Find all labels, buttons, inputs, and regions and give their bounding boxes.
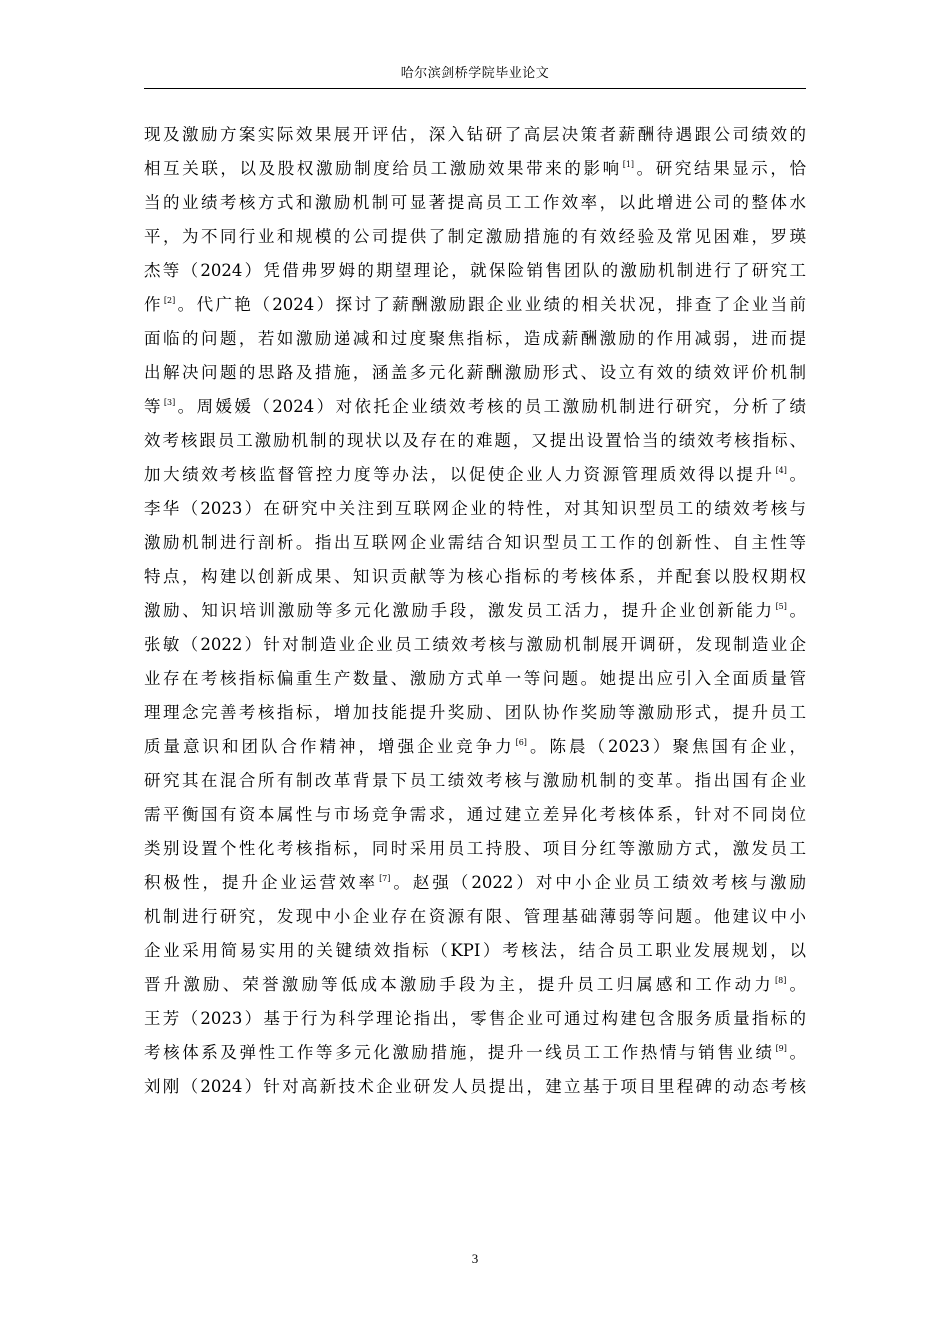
- text-line: [144, 662, 806, 696]
- text-line: [144, 832, 806, 866]
- line-text: 机制进行研究，发现中小企业存在资源有限、管理基础薄弱等问题。他建议中小: [144, 907, 806, 926]
- text-line: [144, 968, 806, 1002]
- line-text: 需平衡国有资本属性与市场竞争需求，通过建立差异化考核体系，针对不同岗位: [144, 805, 806, 824]
- line-text-continued: 。周媛媛（2024）对依托企业绩效考核的员工激励机制进行研究，分析了绩: [175, 397, 806, 416]
- running-header: 哈尔滨剑桥学院毕业论文: [400, 66, 550, 81]
- line-text-continued: 。: [786, 465, 807, 484]
- line-text: 作: [144, 295, 163, 314]
- line-text-continued: 。代广艳（2024）探讨了薪酬激励跟企业业绩的相关状况，排查了企业当前: [175, 295, 806, 314]
- text-line: [144, 798, 806, 832]
- line-text: 现及激励方案实际效果展开评估，深入钻研了高层决策者薪酬待遇跟公司绩效的: [144, 125, 806, 144]
- text-line: [144, 594, 806, 628]
- line-text: 李华（2023）在研究中关注到互联网企业的特性，对其知识型员工的绩效考核与: [144, 499, 806, 518]
- line-text: 王芳（2023）基于行为科学理论指出，零售企业可通过构建包含服务质量指标的: [144, 1009, 806, 1028]
- body-paragraph: [144, 118, 806, 1104]
- text-line: [144, 390, 806, 424]
- line-text: 特点，构建以创新成果、知识贡献等为核心指标的考核体系，并配套以股权期权: [144, 567, 806, 586]
- citation-marker: [5]: [775, 602, 787, 611]
- line-text: 业存在考核指标偏重生产数量、激励方式单一等问题。她提出应引入全面质量管: [144, 669, 806, 688]
- text-line: [144, 628, 806, 662]
- line-text-continued: 。研究结果显示，恰: [634, 159, 807, 178]
- line-text: 杰等（2024）凭借弗罗姆的期望理论，就保险销售团队的激励机制进行了研究工: [144, 261, 806, 280]
- line-text-continued: 。: [786, 1043, 807, 1062]
- page-number: 3: [471, 1251, 479, 1266]
- line-text: 理理念完善考核指标，增加技能提升奖励、团队协作奖励等激励形式，提升员工: [144, 703, 806, 722]
- text-line: [144, 1070, 806, 1104]
- line-text-continued: 。: [786, 975, 807, 994]
- line-text: 效考核跟员工激励机制的现状以及存在的难题，又提出设置恰当的绩效考核指标、: [144, 431, 806, 450]
- line-text: 积极性，提升企业运营效率: [144, 873, 379, 892]
- text-line: [144, 764, 806, 798]
- citation-marker: [1]: [622, 160, 635, 169]
- line-text: 等: [144, 397, 163, 416]
- line-text: 研究其在混合所有制改革背景下员工绩效考核与激励机制的变革。指出国有企业: [144, 771, 806, 790]
- citation-marker: [9]: [775, 1044, 787, 1053]
- text-line: [144, 900, 806, 934]
- line-text: 企业采用简易实用的关键绩效指标（KPI）考核法，结合员工职业发展规划，以: [144, 941, 806, 960]
- text-line: [144, 458, 806, 492]
- text-line: [144, 560, 806, 594]
- line-text: 激励、知识培训激励等多元化激励手段，激发员工活力，提升企业创新能力: [144, 601, 775, 620]
- text-line: [144, 254, 806, 288]
- citation-marker: [2]: [163, 296, 176, 305]
- text-line: [144, 288, 806, 322]
- line-text-continued: 。: [786, 601, 807, 620]
- header-rule: [144, 88, 806, 89]
- line-text-continued: 。陈晨（2023）聚焦国有企业，: [526, 737, 806, 756]
- line-text: 面临的问题，若如激励递减和过度聚焦指标，造成薪酬激励的作用减弱，进而提: [144, 329, 806, 348]
- line-text: 平，为不同行业和规模的公司提供了制定激励措施的有效经验及常见困难，罗瑛: [144, 227, 806, 246]
- citation-marker: [8]: [774, 976, 787, 985]
- line-text: 出解决问题的思路及措施，涵盖多元化薪酬激励形式、设立有效的绩效评价机制: [144, 363, 806, 382]
- text-line: [144, 526, 806, 560]
- citation-marker: [3]: [163, 398, 176, 407]
- citation-marker: [6]: [515, 738, 527, 747]
- line-text: 质量意识和团队合作精神，增强企业竞争力: [144, 737, 515, 756]
- text-line: [144, 322, 806, 356]
- line-text: 相互关联，以及股权激励制度给员工激励效果带来的影响: [144, 159, 622, 178]
- line-text-continued: 。赵强（2022）对中小企业员工绩效考核与激励: [390, 873, 806, 892]
- line-text: 加大绩效考核监督管控力度等办法，以促使企业人力资源管理质效得以提升: [144, 465, 775, 484]
- text-line: [144, 424, 806, 458]
- text-line: [144, 1036, 806, 1070]
- text-line: [144, 220, 806, 254]
- text-line: [144, 696, 806, 730]
- line-text: 刘刚（2024）针对高新技术企业研发人员提出，建立基于项目里程碑的动态考核: [144, 1077, 806, 1096]
- text-line: [144, 186, 806, 220]
- line-text: 类别设置个性化考核指标，同时采用员工持股、项目分红等激励方式，激发员工: [144, 839, 806, 858]
- text-line: [144, 356, 806, 390]
- line-text: 考核体系及弹性工作等多元化激励措施，提升一线员工工作热情与销售业绩: [144, 1043, 775, 1062]
- text-line: [144, 730, 806, 764]
- line-text: 晋升激励、荣誉激励等低成本激励手段为主，提升员工归属感和工作动力: [144, 975, 774, 994]
- text-line: [144, 1002, 806, 1036]
- line-text: 激励机制进行剖析。指出互联网企业需结合知识型员工工作的创新性、自主性等: [144, 533, 806, 552]
- citation-marker: [7]: [379, 874, 391, 883]
- text-line: [144, 866, 806, 900]
- text-line: [144, 492, 806, 526]
- text-line: [144, 934, 806, 968]
- text-line: [144, 152, 806, 186]
- line-text: 当的业绩考核方式和激励机制可显著提高员工工作效率，以此增进公司的整体水: [144, 193, 806, 212]
- line-text: 张敏（2022）针对制造业企业员工绩效考核与激励机制展开调研，发现制造业企: [144, 635, 806, 654]
- citation-marker: [4]: [775, 466, 787, 475]
- text-line: [144, 118, 806, 152]
